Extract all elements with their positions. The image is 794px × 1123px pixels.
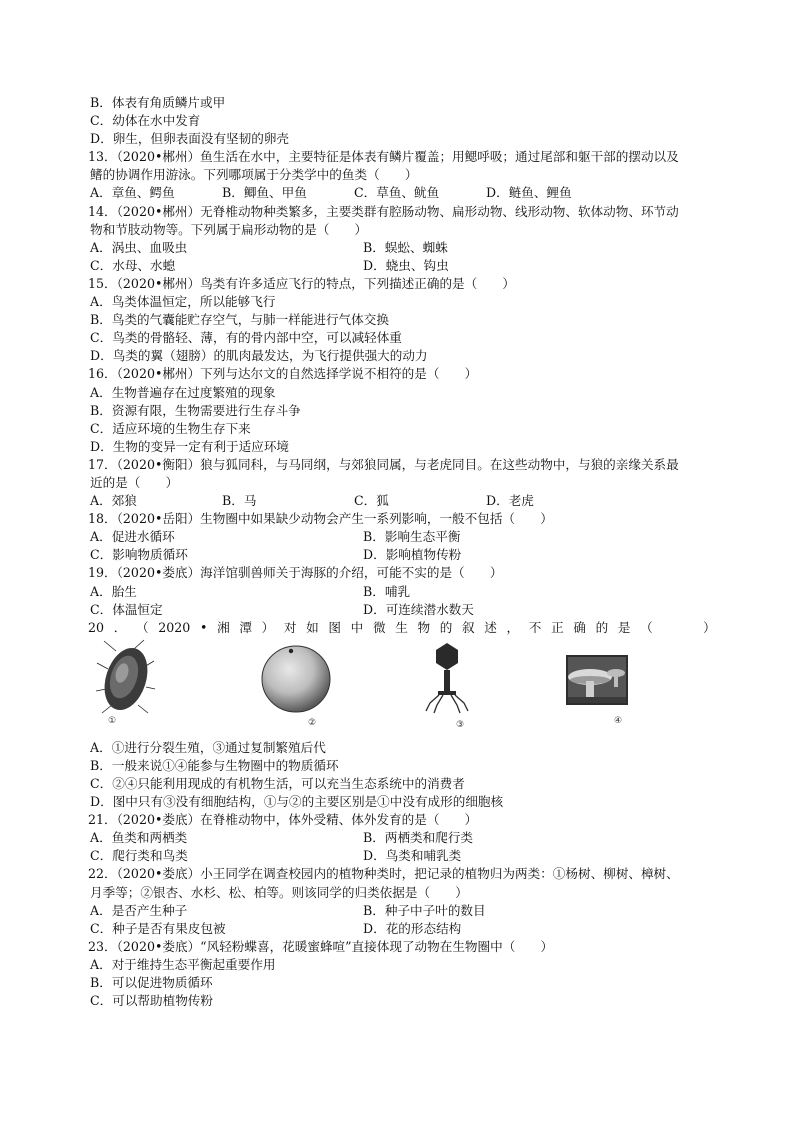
fig-label-4: ④ — [614, 715, 623, 726]
q15-option-b: B．鸟类的气囊能贮存空气，与肺一样能进行气体交换 — [90, 312, 389, 328]
q20-stem-part: 生 — [395, 619, 408, 635]
q17-stem-1: 17．（2020•衡阳）狼与狐同科，与马同纲，与郊狼同属，与老虎同目。在这些动物中，与狼的亲缘关系最 — [88, 456, 679, 472]
q20-stem-part: 不 — [528, 619, 542, 635]
fig-label-3: ③ — [456, 719, 465, 729]
q17-option-c: C．狐 — [354, 493, 389, 509]
q13-option-c: C．草鱼、鱿鱼 — [354, 185, 440, 201]
virus-figure — [422, 639, 472, 729]
q16-option-b: B．资源有限，生物需要进行生存斗争 — [90, 402, 301, 418]
q22-option-b: B．种子中子叶的数目 — [363, 902, 486, 918]
q23-stem: 23．（2020•娄底）“风轻粉蝶喜，花暖蜜蜂喧”直接体现了动物在生物圈中（ ） — [88, 938, 554, 954]
q17-option-d: D．老虎 — [486, 493, 534, 509]
q17-option-a: A．郊狼 — [90, 493, 137, 509]
q20-stem-part: 2020 — [158, 619, 191, 635]
q20-stem-part: （ — [135, 619, 149, 635]
q17-option-b: B．马 — [222, 493, 257, 509]
q18-option-b: B．影响生态平衡 — [363, 529, 461, 545]
q14-options-row-2 — [88, 257, 728, 275]
q21-option-d: D．鸟类和哺乳类 — [363, 848, 462, 864]
q14-stem-2: 物和节肢动物等。下列属于扁形动物的是（ ） — [90, 221, 368, 237]
q20-figure-row — [88, 639, 728, 739]
q20-stem-part: 如 — [306, 619, 319, 635]
q14-options-row-1 — [88, 239, 728, 257]
q20-stem-part: 物 — [417, 619, 431, 635]
q18-options-row-2 — [88, 546, 728, 564]
q20-stem-part: ． — [113, 619, 127, 635]
q19-option-a: A．胎生 — [90, 583, 137, 599]
q22-options-row-1 — [88, 902, 728, 920]
q14-stem-1: 14．（2020•郴州）无脊椎动物种类繁多，主要类群有腔肠动物、扁形动物、线形动物、软体动物、环节动 — [88, 203, 679, 219]
q19-stem: 19．（2020•娄底）海洋馆驯兽师关于海豚的介绍，可能不实的是（ ） — [88, 565, 503, 581]
q21-stem: 21．（2020•娄底）在脊椎动物中，体外受精、体外发育的是（ ） — [88, 812, 478, 828]
q23-option-c: C．可以帮助植物传粉 — [90, 993, 213, 1009]
q20-option-b: B．一般来说①④能参与生物圈中的物质循环 — [90, 757, 339, 773]
q18-stem: 18．（2020•岳阳）生物圈中如果缺少动物会产生一系列影响，一般不包括（ ） — [88, 511, 553, 527]
q16-option-a: A．生物普遍存在过度繁殖的现象 — [90, 384, 276, 400]
q22-options-row-2 — [88, 920, 728, 938]
q19-option-c: C．体温恒定 — [90, 601, 163, 617]
mushroom-figure — [562, 639, 634, 729]
q20-stem-part: ） — [261, 619, 275, 635]
q21-options-row-1 — [88, 829, 728, 847]
q20-stem-part: 的 — [439, 619, 453, 635]
q19-options-row-1 — [88, 583, 728, 601]
q20-stem-part: 确 — [573, 619, 586, 635]
q19-option-b: B．哺乳 — [363, 583, 411, 599]
q12-option-b: B．体表有角质鳞片或甲 — [90, 95, 226, 110]
q13-option-a: A．章鱼、鳄鱼 — [90, 185, 175, 201]
q20-stem-part: ， — [506, 619, 520, 635]
q16-option-c: C．适应环境的生物生存下来 — [90, 420, 251, 436]
q14-option-d: D．蛲虫、钩虫 — [363, 257, 449, 273]
q20-stem-part: 潭 — [239, 619, 252, 635]
q12-option-d: D．卵生，但卵表面没有坚韧的卵壳 — [90, 131, 290, 147]
bacterium-figure — [96, 639, 156, 725]
q16-option-d: D．生物的变异一定有利于适应环境 — [90, 438, 290, 454]
q20-stem-part: 述 — [484, 619, 497, 635]
q20-stem-part: 叙 — [462, 619, 475, 635]
q15-option-c: C．鸟类的骨骼轻、薄，有的骨内部中空，可以减轻体重 — [90, 330, 402, 346]
q21-options-row-2 — [88, 847, 728, 865]
q18-option-d: D．影响植物传粉 — [363, 547, 462, 563]
q20-stem-part: 对 — [283, 619, 297, 635]
q22-option-a: A．是否产生种子 — [90, 902, 188, 918]
q20-option-c: C．②④只能利用现成的有机物生活，可以充当生态系统中的消费者 — [90, 776, 465, 791]
question-list — [88, 94, 728, 1010]
q21-option-a: A．鱼类和两栖类 — [90, 830, 188, 846]
q13-option-d: D．鲢鱼、鲤鱼 — [486, 185, 572, 201]
q20-stem-part: 微 — [372, 619, 386, 635]
q22-stem-2: 月季等；②银杏、水杉、松、柏等。则该同学的归类依据是（ ） — [90, 884, 468, 900]
q18-option-c: C．影响物质循环 — [90, 547, 188, 563]
q20-option-a: A．①进行分裂生殖，③通过复制繁殖后代 — [90, 739, 326, 755]
q20-stem-part: 是 — [617, 619, 631, 635]
q14-option-c: C．水母、水螅 — [90, 257, 176, 273]
q13-option-b: B．鲫鱼、甲鱼 — [222, 185, 307, 201]
q15-option-d: D．鸟类的翼（翅膀）的肌肉最发达，为飞行提供强大的动力 — [90, 348, 428, 364]
q22-option-c: C．种子是否有果皮包被 — [90, 920, 226, 936]
q22-stem-1: 22．（2020•娄底）小王同学在调查校园内的植物种类时，把记录的植物归为两类：①杨树、柳树、樟树、 — [88, 866, 679, 882]
q21-option-b: B．两栖类和爬行类 — [363, 830, 474, 846]
q18-options-row-1 — [88, 528, 728, 546]
q20-stem — [88, 619, 716, 637]
fig-label-1: ① — [108, 715, 117, 725]
q20-stem-part: • — [199, 619, 208, 635]
q14-option-a: A．涡虫、血吸虫 — [90, 239, 188, 255]
q13-stem-2: 鳍的协调作用游泳。下列哪项属于分类学中的鱼类（ ） — [90, 167, 418, 183]
q15-option-a: A．鸟类体温恒定，所以能够飞行 — [90, 294, 276, 310]
q20-stem-part: 20 — [88, 619, 105, 635]
q20-stem-part: 的 — [595, 619, 609, 635]
q14-option-b: B．蜈蚣、蜘蛛 — [363, 239, 448, 255]
q20-stem-part: 中 — [350, 619, 364, 635]
q20-stem-part: 湘 — [217, 619, 230, 635]
round-cell-figure — [260, 639, 332, 727]
fig-label-2: ② — [308, 717, 317, 727]
q17-options — [88, 492, 728, 510]
q16-stem: 16．（2020•郴州）下列与达尔文的自然选择学说不相符的是（ ） — [88, 366, 478, 382]
q18-option-a: A．促进水循环 — [90, 529, 175, 545]
q17-stem-2: 近的是（ ） — [90, 474, 179, 490]
q19-option-d: D．可连续潜水数天 — [363, 601, 474, 617]
q22-option-d: D．花的形态结构 — [363, 920, 462, 936]
q15-stem: 15．（2020•郴州）鸟类有许多适应飞行的特点，下列描述正确的是（ ） — [88, 275, 516, 291]
q20-option-d: D．图中只有③没有细胞结构，①与②的主要区别是①中没有成形的细胞核 — [90, 794, 504, 810]
q13-stem-1: 13．（2020•郴州）鱼生活在水中，主要特征是体表有鳞片覆盖；用鳃呼吸；通过尾部和躯干部的摆动以及 — [88, 149, 679, 165]
q23-option-b: B．可以促进物质循环 — [90, 975, 213, 991]
q20-stem-part: （ ） — [640, 619, 716, 635]
q20-stem-part: 正 — [551, 619, 564, 635]
q13-options — [88, 184, 728, 202]
q19-options-row-2 — [88, 601, 728, 619]
q23-option-a: A．对于维持生态平衡起重要作用 — [90, 956, 276, 972]
q12-option-c: C．幼体在水中发育 — [90, 113, 201, 129]
q20-stem-part: 图 — [328, 619, 341, 635]
q21-option-c: C．爬行类和鸟类 — [90, 848, 188, 864]
